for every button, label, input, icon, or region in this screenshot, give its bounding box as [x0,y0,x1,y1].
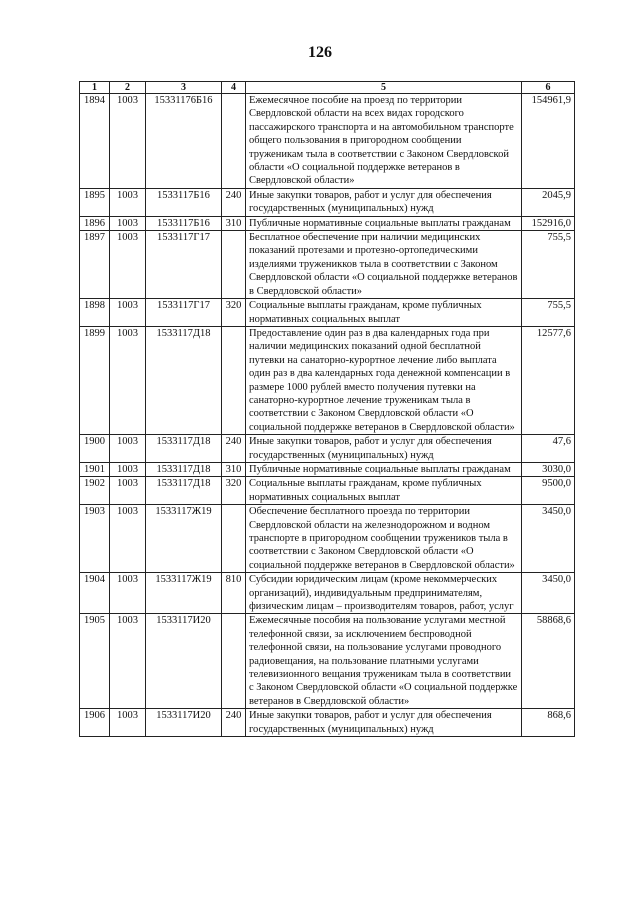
amount: 9500,0 [522,477,575,505]
table-row [80,505,575,573]
row-number: 1896 [80,216,110,230]
row-number: 1894 [80,94,110,189]
expense-description: Обеспечение бесплатного проезда по территории Свердловской области на железнодорожном и водном транспорте в пригородном сообщении тружеников тыла в соответствии с Законом Свердловской области «О социальной поддержке ветеранов в Свердловской области» [246,505,522,573]
expense-type-code: 310 [222,462,246,476]
expense-description: Иные закупки товаров, работ и услуг для обеспечения государственных (муниципальных) нужд [246,188,522,216]
expense-type-code [222,505,246,573]
section-code: 1003 [110,216,146,230]
row-number: 1902 [80,477,110,505]
expense-description: Публичные нормативные социальные выплаты гражданам [246,462,522,476]
target-article-code: 1533117Д18 [146,462,222,476]
section-code: 1003 [110,709,146,737]
target-article-code: 1533117Б16 [146,188,222,216]
target-article-code: 1533117Д18 [146,326,222,434]
target-article-code: 1533117Ж19 [146,505,222,573]
table-row [80,462,575,476]
table-row [80,573,575,614]
expense-type-code [222,94,246,189]
expense-type-code [222,231,246,299]
row-number: 1895 [80,188,110,216]
section-code: 1003 [110,326,146,434]
target-article-code: 1533117И20 [146,614,222,709]
expense-type-code: 320 [222,477,246,505]
table-row [80,216,575,230]
table-row [80,614,575,709]
expense-type-code: 240 [222,188,246,216]
section-code: 1003 [110,614,146,709]
expense-type-code: 310 [222,216,246,230]
section-code: 1003 [110,435,146,463]
section-code: 1003 [110,231,146,299]
row-number: 1901 [80,462,110,476]
expense-description: Публичные нормативные социальные выплаты гражданам [246,216,522,230]
target-article-code: 1533117Д18 [146,477,222,505]
expense-description: Социальные выплаты гражданам, кроме публичных нормативных социальных выплат [246,299,522,327]
table-row [80,231,575,299]
target-article-code: 15331176Б16 [146,94,222,189]
expense-type-code: 240 [222,709,246,737]
expense-type-code: 240 [222,435,246,463]
table-row [80,435,575,463]
amount: 154961,9 [522,94,575,189]
expense-description: Иные закупки товаров, работ и услуг для обеспечения государственных (муниципальных) нужд [246,709,522,737]
table-row [80,188,575,216]
amount: 152916,0 [522,216,575,230]
expense-description: Иные закупки товаров, работ и услуг для обеспечения государственных (муниципальных) нужд [246,435,522,463]
section-code: 1003 [110,299,146,327]
row-number: 1898 [80,299,110,327]
expense-type-code: 810 [222,573,246,614]
amount: 3450,0 [522,573,575,614]
row-number: 1905 [80,614,110,709]
table-row [80,299,575,327]
section-code: 1003 [110,477,146,505]
row-number: 1904 [80,573,110,614]
amount: 58868,6 [522,614,575,709]
header-col-4: 4 [222,82,246,94]
section-code: 1003 [110,94,146,189]
target-article-code: 1533117Г17 [146,231,222,299]
row-number: 1897 [80,231,110,299]
amount: 755,5 [522,231,575,299]
expense-type-code [222,614,246,709]
budget-table [79,81,575,737]
row-number: 1899 [80,326,110,434]
header-col-3: 3 [146,82,222,94]
row-number: 1906 [80,709,110,737]
target-article-code: 1533117Г17 [146,299,222,327]
section-code: 1003 [110,505,146,573]
expense-description: Бесплатное обеспечение при наличии медицинских показаний протезами и протезно-ортопедическими изделиями труженикков тыла в соответствии с Законом Свердловской области «О социальной поддержке ветеранов в Свердловской области» [246,231,522,299]
header-col-1: 1 [80,82,110,94]
expense-description: Ежемесячное пособие на проезд по территории Свердловской области на всех видах городского пассажирского транспорта и на автомобильном транспорте общего пользования в пригородном сообщении труженикам тыла в соответствии с Законом Свердловской области «О социальной поддержке ветеранов в Свердловской области» [246,94,522,189]
amount: 47,6 [522,435,575,463]
amount: 3030,0 [522,462,575,476]
amount: 12577,6 [522,326,575,434]
section-code: 1003 [110,462,146,476]
expense-description: Социальные выплаты гражданам, кроме публичных нормативных социальных выплат [246,477,522,505]
table-row [80,709,575,737]
page-number: 126 [308,44,332,61]
target-article-code: 1533117Б16 [146,216,222,230]
expense-type-code: 320 [222,299,246,327]
expense-description: Предоставление один раз в два календарных года при наличии медицинских показаний одной бесплатной путевки на санаторно-курортное лечение либо выплата один раз в два календарных года денежной компенсации в размере 1000 рублей вместо получения путевки на санаторно-курортное лечение труженикам тыла в соответствии с Законом Свердловской области «О социальной поддержке ветеранов в Свердловской области» [246,326,522,434]
section-code: 1003 [110,573,146,614]
table-row [80,477,575,505]
expense-type-code [222,326,246,434]
amount: 755,5 [522,299,575,327]
expense-description: Ежемесячные пособия на пользование услугами местной телефонной связи, за исключением беспроводной телефонной связи, на пользование услугами проводного радиовещания, на пользование платными услугами телевизионного вещания труженикам тыла в соответствии с Законом Свердловской области «О социальной поддержке ветеранов в Свердловской области» [246,614,522,709]
amount: 868,6 [522,709,575,737]
target-article-code: 1533117Ж19 [146,573,222,614]
section-code: 1003 [110,188,146,216]
amount: 2045,9 [522,188,575,216]
header-col-6: 6 [522,82,575,94]
table-row [80,326,575,434]
header-row [80,82,575,94]
target-article-code: 1533117И20 [146,709,222,737]
target-article-code: 1533117Д18 [146,435,222,463]
header-col-5: 5 [246,82,522,94]
table-row [80,94,575,189]
expense-description: Субсидии юридическим лицам (кроме некоммерческих организаций), индивидуальным предпринимателям, физическим лицам – производителям товаров, работ, услуг [246,573,522,614]
header-col-2: 2 [110,82,146,94]
row-number: 1903 [80,505,110,573]
amount: 3450,0 [522,505,575,573]
row-number: 1900 [80,435,110,463]
